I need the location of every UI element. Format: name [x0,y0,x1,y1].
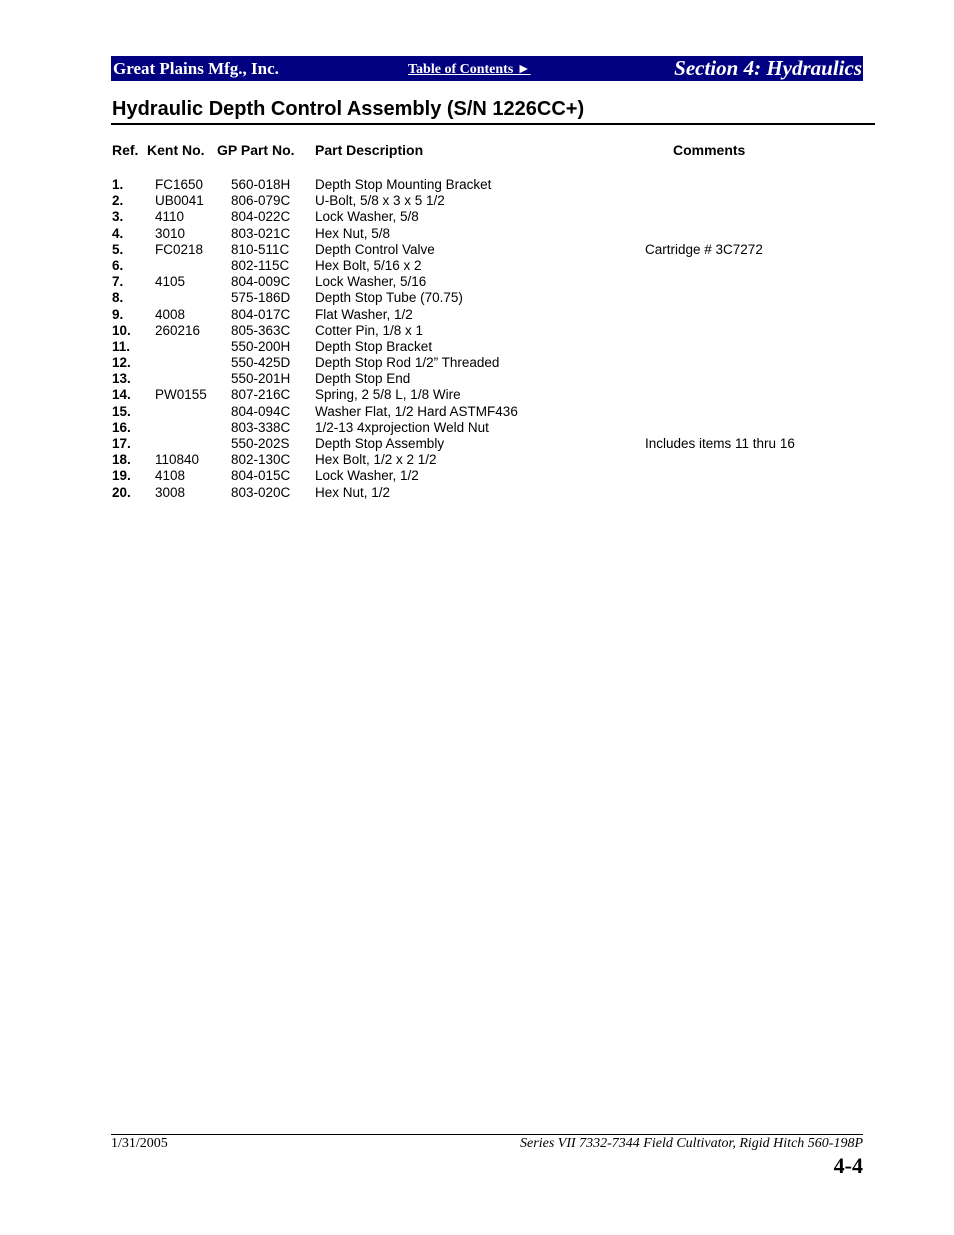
part-ref: 2. [112,193,124,209]
part-gp-no: 550-202S [231,436,290,451]
table-row [0,420,954,436]
table-row [0,355,954,371]
part-description: Lock Washer, 5/8 [315,209,419,225]
part-ref: 11. [112,338,131,354]
table-row [0,209,954,225]
part-description: Depth Stop Rod 1/2” Threaded [315,355,500,371]
part-ref: 16. [112,419,131,435]
table-row [0,290,954,306]
part-kent-no: 4110 [155,209,185,225]
part-kent-no: 260216 [155,322,201,338]
part-ref: 13. [112,371,131,387]
part-kent-no: 4105 [155,274,186,290]
column-header-ref: Ref. [112,142,139,158]
part-ref: 20. [112,484,131,500]
part-description: Spring, 2 5/8 L, 1/8 Wire [315,387,461,403]
part-description: Flat Washer, 1/2 [315,306,413,322]
section-title: Section 4: Hydraulics [674,56,862,80]
part-ref: 9. [112,306,124,322]
part-gp-no: 804-017C [231,306,291,322]
table-row [0,177,954,193]
table-row [0,436,954,452]
table-row [0,274,954,290]
part-description: Hex Bolt, 1/2 x 2 1/2 [315,452,437,468]
part-description: Washer Flat, 1/2 Hard ASTMF436 [315,403,518,419]
header-bar [111,56,863,81]
part-description: Hex Bolt, 5/16 x 2 [315,257,422,273]
title-divider [111,123,875,125]
parts-list [0,177,954,501]
part-ref: 6. [112,257,124,273]
part-kent-no: FC1650 [155,177,204,192]
part-gp-no: 807-216C [231,387,291,403]
part-gp-no: 550-425D [231,355,291,371]
part-kent-no: 4108 [155,468,186,484]
part-kent-no: 3010 [155,225,186,241]
part-gp-no: 804-022C [231,209,291,225]
table-row [0,258,954,274]
part-gp-no: 575-186D [231,290,291,306]
part-ref: 18. [112,452,131,468]
part-description: Depth Stop End [315,371,411,387]
part-ref: 8. [112,290,124,306]
part-ref: 17. [112,436,131,451]
part-ref: 14. [112,387,131,403]
column-header-gp-part-no: GP Part No. [217,142,295,158]
page-title: Hydraulic Depth Control Assembly (S/N 1226CC+) [112,98,585,120]
part-ref: 1. [112,177,124,192]
part-ref: 4. [112,225,124,241]
part-kent-no: UB0041 [155,193,204,209]
table-row [0,387,954,403]
table-row [0,242,954,258]
page-number: 4-4 [833,1153,863,1178]
part-description: Depth Stop Tube (70.75) [315,290,463,306]
table-row [0,226,954,242]
part-description: Depth Stop Bracket [315,338,433,354]
table-row [0,323,954,339]
part-description: Depth Stop Mounting Bracket [315,177,492,192]
table-row [0,307,954,323]
part-description: Hex Nut, 5/8 [315,225,391,241]
part-gp-no: 805-363C [231,322,291,338]
part-gp-no: 804-009C [231,274,291,290]
part-ref: 7. [112,274,124,290]
column-header-comments: Comments [673,142,746,158]
part-ref: 15. [112,403,131,419]
part-comment: Includes items 11 thru 16 [645,436,795,451]
part-gp-no: 550-200H [231,338,291,354]
company-name: Great Plains Mfg., Inc. [113,59,279,78]
table-row [0,468,954,484]
part-kent-no: 110840 [155,452,200,468]
part-ref: 19. [112,468,131,484]
part-gp-no: 802-115C [231,257,290,273]
part-description: 1/2-13 4xprojection Weld Nut [315,419,489,435]
footer-divider [111,1134,863,1135]
part-kent-no: 4008 [155,306,186,322]
table-row [0,371,954,387]
table-of-contents-link[interactable]: Table of Contents ► [408,62,531,77]
part-description: Hex Nut, 1/2 [315,484,391,500]
part-ref: 3. [112,209,124,225]
part-description: Lock Washer, 5/16 [315,274,427,290]
part-comment: Cartridge # 3C7272 [645,241,763,257]
footer-date: 1/31/2005 [111,1136,168,1151]
footer-series: Series VII 7332-7344 Field Cultivator, Rigid Hitch 560-198P [520,1136,863,1151]
part-gp-no: 550-201H [231,371,291,387]
part-description: Depth Stop Assembly [315,436,445,451]
table-row [0,193,954,209]
part-gp-no: 803-020C [231,484,291,500]
part-ref: 5. [112,241,124,257]
part-description: U-Bolt, 5/8 x 3 x 5 1/2 [315,193,445,209]
part-ref: 12. [112,355,131,371]
table-row [0,339,954,355]
table-row [0,485,954,501]
part-description: Lock Washer, 1/2 [315,468,419,484]
part-description: Cotter Pin, 1/8 x 1 [315,322,424,338]
part-gp-no: 806-079C [231,193,291,209]
part-gp-no: 803-021C [231,225,291,241]
part-kent-no: FC0218 [155,241,204,257]
part-gp-no: 802-130C [231,452,291,468]
part-ref: 10. [112,322,131,338]
column-header-kent-no: Kent No. [147,142,205,158]
part-gp-no: 804-094C [231,403,291,419]
part-gp-no: 560-018H [231,177,291,192]
table-row [0,452,954,468]
part-gp-no: 810-511C [231,241,290,257]
part-gp-no: 804-015C [231,468,291,484]
part-kent-no: 3008 [155,484,186,500]
part-kent-no: PW0155 [155,387,207,403]
part-description: Depth Control Valve [315,241,435,257]
part-gp-no: 803-338C [231,419,291,435]
table-row [0,404,954,420]
column-header-part-description: Part Description [315,142,424,158]
